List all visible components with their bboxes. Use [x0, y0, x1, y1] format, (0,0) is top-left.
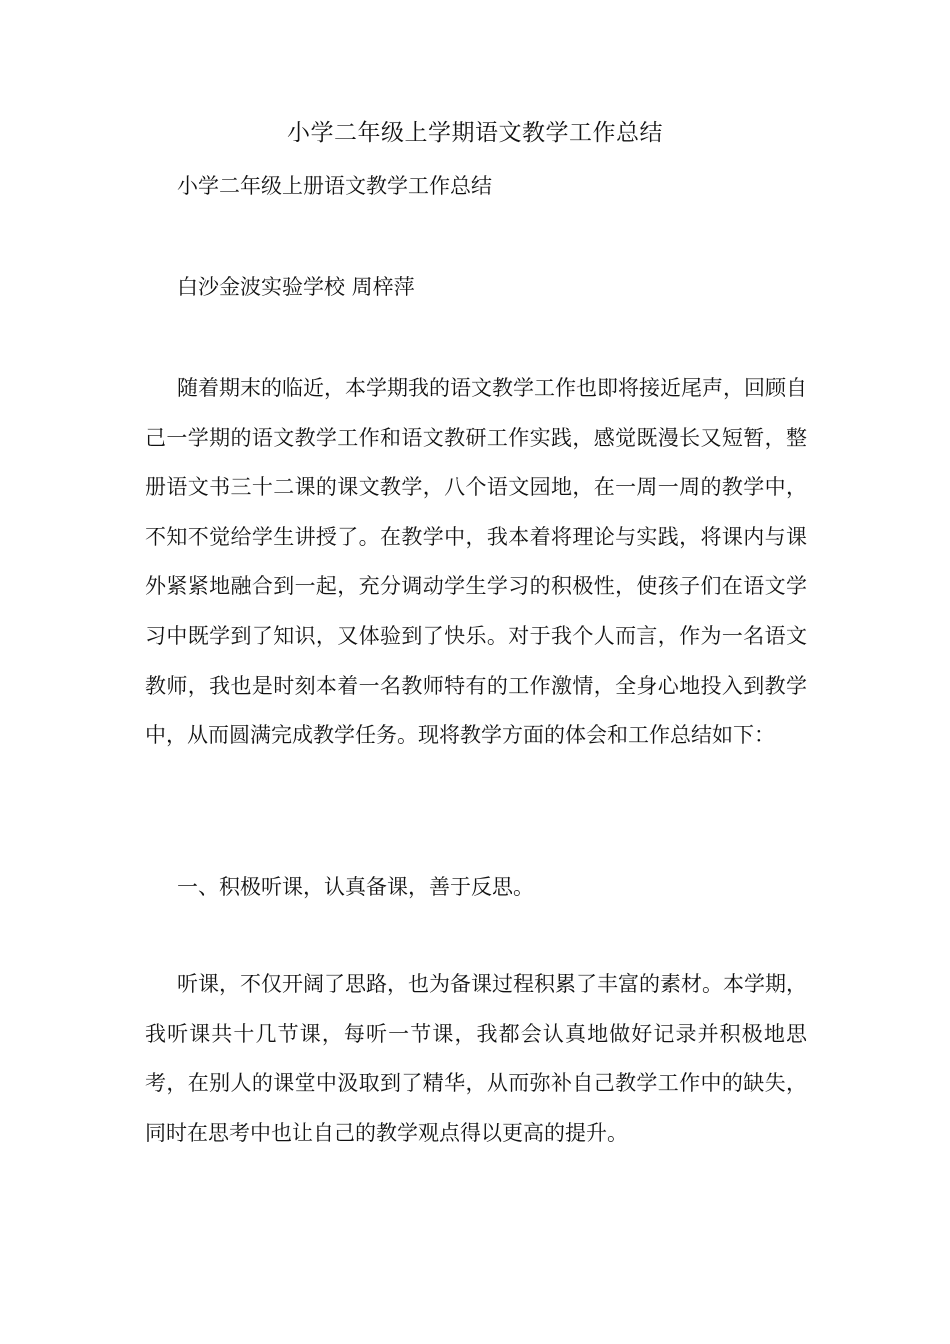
paragraph-intro: 随着期末的临近，本学期我的语文教学工作也即将接近尾声，回顾自己一学期的语文教学工作和语文教研工作实践，感觉既漫长又短暂，整册语文书三十二课的课文教学，八个语文园地，在一周一周的教学中，不知不觉给学生讲授了。在教学中，我本着将理论与实践，将课内与课外紧紧地融合到一起，充分调动学生学习的积极性，使孩子们在语文学习中既学到了知识，又体验到了快乐。对于我个人而言，作为一名语文教师，我也是时刻本着一名教师特有的工作激情，全身心地投入到教学中，从而圆满完成教学任务。现将教学方面的体会和工作总结如下：: [145, 376, 807, 748]
paragraph-listening: 听课，不仅开阔了思路，也为备课过程积累了丰富的素材。本学期，我听课共十几节课，每听一节课，我都会认真地做好记录并积极地思考，在别人的课堂中汲取到了精华，从而弥补自己教学工作中的缺失，同时在思考中也让自己的教学观点得以更高的提升。: [145, 972, 807, 1145]
document-subtitle: 小学二年级上册语文教学工作总结: [177, 174, 492, 198]
section-heading-1: 一、积极听课，认真备课，善于反思。: [177, 875, 534, 899]
document-title: 小学二年级上学期语文教学工作总结: [287, 120, 663, 146]
author-line: 白沙金波实验学校 周梓萍: [177, 275, 415, 299]
